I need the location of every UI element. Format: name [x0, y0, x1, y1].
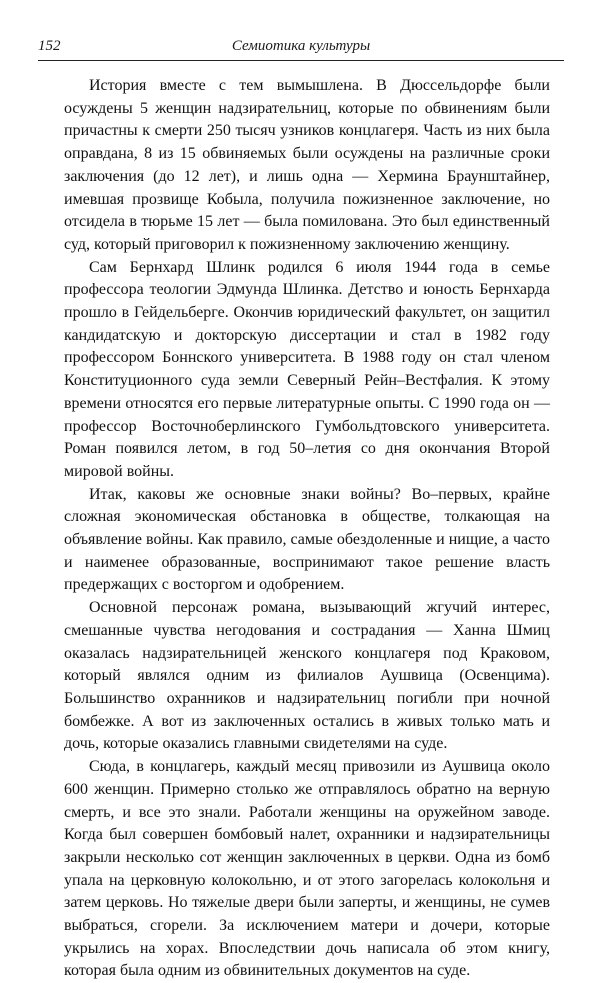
paragraph-signs-of-war: Итак, каковы же основные знаки войны? Во–первых, крайне сложная экономическая обстановка в обществе, толкающая на объявление войны. Как правило, самые обездоленные и нищие, а часто и наименее образованные, воспринимают такое решение власть предержащих с восторгом и одобрением. [64, 485, 550, 594]
paragraph-author-bio: Сам Бернхард Шлинк родился 6 июля 1944 года в семье профессора теологии Эдмунда Шлинка. Детство и юность Бернхарда прошло в Гейдельберге. Окончив юридический факультет, он защитил кандидатскую и докторскую диссертации и стал в 1982 году профессором Боннского университета. В 1988 году он стал членом Конституционного суда земли Северный Рейн–Вестфалия. К этому времени относятся его первые литературные опыты. С 1990 года он — профессор Восточноберлинского Гумбольдтовского университета. Роман появился летом, в год 50–летия со дня окончания Второй мировой войны. [64, 258, 550, 480]
paragraph-history: История вместе с тем вымышлена. В Дюссельдорфе были осуждены 5 женщин надзирательниц, которые по обвинениям были причастны к смерти 250 тысяч узников концлагеря. Часть из них была оправдана, 8 из 15 обвиняемых были осуждены на различные сроки заключения (до 12 лет), и лишь одна — Хермина Браунштайнер, имевшая прозвище Кобыла, получила пожизненное заключение, но отсидела в тюрьме 15 лет — была помилована. Это был единственный суд, который приговорил к пожизненному заключению женщину. [64, 77, 550, 253]
page-header [38, 38, 564, 61]
paragraph-camp-story: Сюда, в концлагерь, каждый месяц привозили из Аушвица около 600 женщин. Примерно столько же отправлялось обратно на верную смерть, и все это знали. Работали женщины на оружейном заводе. Когда был совершен бомбовый налет, охранники и надзирательницы закрыли несколько сот женщин заключенных в церкви. Одна из бомб упала на церковную колокольню, и от этого загорелась колокольня и затем церковь. Но тяжелые двери были заперты, и женщины, не сумев выбраться, сгорели. За исключением матери и дочери, которые укрылись на хорах. Впоследствии дочь написала об этом книгу, которая была одним из обвинительных документов на суде. [64, 758, 550, 980]
running-title: Семиотика культуры [231, 38, 371, 54]
page-body [64, 75, 550, 983]
paragraph-main-character: Основной персонаж романа, вызывающий жгучий интерес, смешанные чувства негодования и сострадания — Ханна Шмиц оказалась надзирательницей женского концлагеря под Краковом, который являлся одним из филиалов Аушвица (Освенцима). Большинство охранников и надзирательниц погибли при ночной бомбежке. А вот из заключенных остались в живых только мать и дочь, которые оказались главными свидетелями на суде. [64, 599, 550, 753]
page-number: 152 [38, 38, 61, 54]
